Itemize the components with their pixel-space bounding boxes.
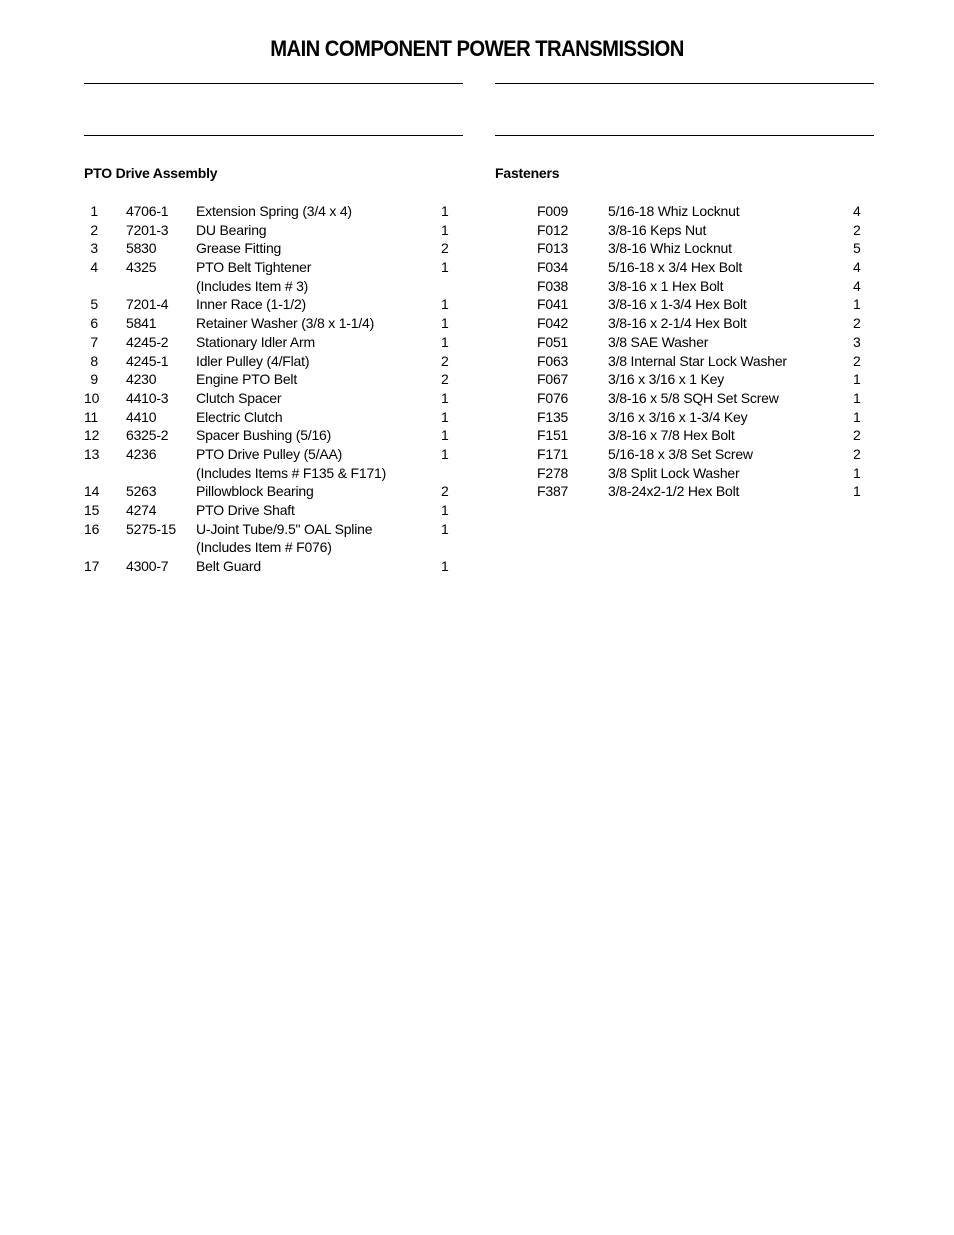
item-number: 14 — [84, 483, 100, 500]
part-number: F038 — [537, 277, 569, 294]
part-number: F034 — [537, 259, 569, 276]
part-description: Spacer Bushing (5/16) — [196, 427, 332, 444]
divider-rule-right-top — [495, 83, 874, 84]
quantity: 2 — [441, 371, 449, 388]
quantity: 4 — [853, 203, 861, 219]
part-description: Pillowblock Bearing — [196, 483, 314, 500]
parts-row — [84, 295, 464, 314]
quantity: 1 — [441, 558, 449, 575]
part-number: 4274 — [126, 502, 157, 518]
part-description: 3/8-16 x 1-3/4 Hex Bolt — [608, 296, 747, 313]
item-number: 13 — [84, 445, 100, 462]
section-heading-fasteners: Fasteners — [495, 165, 560, 181]
item-number: 9 — [90, 371, 98, 388]
quantity: 1 — [441, 427, 449, 444]
parts-row — [495, 445, 875, 464]
parts-row — [84, 557, 464, 576]
quantity: 2 — [441, 352, 449, 369]
item-number: 12 — [84, 427, 100, 444]
quantity: 1 — [441, 315, 449, 332]
part-number: 4230 — [126, 371, 157, 388]
part-number: 5275-15 — [126, 520, 176, 537]
parts-row — [84, 501, 464, 520]
parts-row — [84, 333, 464, 352]
quantity: 1 — [853, 296, 861, 313]
quantity: 2 — [441, 240, 449, 257]
item-number: 7 — [90, 333, 98, 350]
parts-row — [495, 482, 875, 501]
quantity: 2 — [853, 315, 861, 332]
divider-rule-left-top — [84, 83, 463, 84]
divider-rule-left-bottom — [84, 135, 463, 136]
quantity: 4 — [853, 277, 861, 294]
parts-row — [495, 352, 875, 371]
parts-row — [84, 464, 464, 483]
part-description: 3/8-16 x 5/8 SQH Set Screw — [608, 389, 779, 406]
quantity: 2 — [441, 483, 449, 500]
part-description: 3/8 Internal Star Lock Washer — [608, 352, 787, 369]
item-number: 10 — [84, 389, 100, 406]
part-description: 5/16-18 x 3/8 Set Screw — [608, 445, 753, 462]
parts-row — [495, 277, 875, 296]
part-number: F076 — [537, 389, 569, 406]
part-number: 5841 — [126, 315, 157, 332]
part-number: F012 — [537, 221, 569, 238]
part-number: 4410 — [126, 408, 157, 425]
part-description: 3/8-16 Whiz Locknut — [608, 240, 732, 257]
part-description: 3/8 SAE Washer — [608, 333, 709, 350]
part-number: 5263 — [126, 483, 157, 500]
part-number: 4706-1 — [126, 203, 169, 219]
parts-row — [84, 426, 464, 445]
part-description: Belt Guard — [196, 558, 261, 575]
parts-row — [495, 333, 875, 352]
quantity: 4 — [853, 259, 861, 276]
part-description: U-Joint Tube/9.5" OAL Spline — [196, 520, 373, 537]
part-description: Extension Spring (3/4 x 4) — [196, 203, 352, 219]
part-number: 4245-2 — [126, 333, 169, 350]
part-description: (Includes Item # 3) — [196, 277, 309, 294]
part-number: F067 — [537, 371, 569, 388]
part-number: 5830 — [126, 240, 157, 257]
parts-row — [84, 202, 464, 221]
part-description: 3/8-16 x 7/8 Hex Bolt — [608, 427, 735, 444]
part-number: F041 — [537, 296, 569, 313]
item-number: 1 — [90, 203, 98, 219]
parts-row — [84, 445, 464, 464]
divider-rule-right-bottom — [495, 135, 874, 136]
fasteners-section — [495, 164, 875, 501]
item-number: 8 — [90, 352, 98, 369]
part-description: (Includes Items # F135 & F171) — [196, 464, 387, 481]
part-description: Grease Fitting — [196, 240, 282, 257]
parts-row — [495, 221, 875, 240]
part-description: Electric Clutch — [196, 408, 283, 425]
quantity: 1 — [441, 333, 449, 350]
quantity: 1 — [441, 259, 449, 276]
parts-row — [495, 389, 875, 408]
quantity: 1 — [441, 520, 449, 537]
part-description: PTO Belt Tightener — [196, 259, 312, 276]
parts-row — [495, 370, 875, 389]
part-number: F171 — [537, 445, 569, 462]
part-number: 4410-3 — [126, 389, 169, 406]
parts-row — [495, 295, 875, 314]
section-heading-pto: PTO Drive Assembly — [84, 165, 218, 181]
quantity: 2 — [853, 352, 861, 369]
part-number: F151 — [537, 427, 569, 444]
part-number: F135 — [537, 408, 569, 425]
part-number: F051 — [537, 333, 569, 350]
part-description: 5/16-18 x 3/4 Hex Bolt — [608, 259, 743, 276]
item-number: 4 — [90, 259, 98, 276]
parts-row — [84, 239, 464, 258]
quantity: 1 — [853, 371, 861, 388]
quantity: 1 — [441, 408, 449, 425]
part-number: 4325 — [126, 259, 157, 276]
part-description: 3/16 x 3/16 x 1-3/4 Key — [608, 408, 748, 425]
part-description: 3/8-24x2-1/2 Hex Bolt — [608, 483, 740, 500]
parts-row — [495, 426, 875, 445]
pto-drive-assembly-section — [84, 164, 464, 576]
item-number: 17 — [84, 558, 100, 575]
part-description: Engine PTO Belt — [196, 371, 298, 388]
part-description: PTO Drive Pulley (5/AA) — [196, 445, 343, 462]
quantity: 2 — [853, 221, 861, 238]
part-description: Retainer Washer (3/8 x 1-1/4) — [196, 315, 375, 332]
part-number: F013 — [537, 240, 569, 257]
quantity: 1 — [853, 464, 861, 481]
quantity: 2 — [853, 445, 861, 462]
quantity: 1 — [441, 445, 449, 462]
part-description: (Includes Item # F076) — [196, 539, 332, 556]
parts-row — [495, 202, 875, 221]
quantity: 1 — [853, 408, 861, 425]
parts-row — [495, 408, 875, 427]
parts-row — [84, 221, 464, 240]
parts-row — [84, 352, 464, 371]
part-number: 7201-4 — [126, 296, 169, 313]
part-number: F042 — [537, 315, 569, 332]
quantity: 1 — [441, 389, 449, 406]
parts-row — [495, 239, 875, 258]
parts-row — [84, 482, 464, 501]
quantity: 1 — [853, 389, 861, 406]
parts-row — [84, 314, 464, 333]
item-number: 15 — [84, 502, 100, 518]
quantity: 3 — [853, 333, 861, 350]
quantity: 2 — [853, 427, 861, 444]
quantity: 1 — [441, 203, 449, 219]
part-number: 4300-7 — [126, 558, 169, 575]
part-number: 6325-2 — [126, 427, 169, 444]
quantity: 1 — [441, 221, 449, 238]
quantity: 1 — [853, 483, 861, 500]
part-number: 7201-3 — [126, 221, 169, 238]
parts-row — [84, 258, 464, 277]
parts-row — [84, 520, 464, 539]
parts-list-pto — [84, 202, 464, 576]
part-number: 4236 — [126, 445, 157, 462]
parts-row — [84, 277, 464, 296]
item-number: 16 — [84, 520, 100, 537]
parts-row — [84, 370, 464, 389]
part-number: F387 — [537, 483, 569, 500]
parts-row — [84, 408, 464, 427]
parts-row — [84, 538, 464, 557]
part-description: Clutch Spacer — [196, 389, 282, 406]
item-number: 5 — [90, 296, 98, 313]
quantity: 1 — [441, 296, 449, 313]
part-description: 5/16-18 Whiz Locknut — [608, 203, 740, 219]
part-number: F278 — [537, 464, 569, 481]
item-number: 3 — [90, 240, 98, 257]
parts-row — [495, 258, 875, 277]
part-number: F063 — [537, 352, 569, 369]
part-description: Stationary Idler Arm — [196, 333, 315, 350]
part-description: PTO Drive Shaft — [196, 502, 295, 518]
item-number: 2 — [90, 221, 98, 238]
parts-row — [495, 314, 875, 333]
parts-row — [84, 389, 464, 408]
parts-list-fasteners — [495, 202, 875, 501]
quantity: 5 — [853, 240, 861, 257]
item-number: 11 — [84, 408, 99, 425]
item-number: 6 — [90, 315, 98, 332]
part-description: Inner Race (1-1/2) — [196, 296, 307, 313]
part-description: Idler Pulley (4/Flat) — [196, 352, 310, 369]
part-description: 3/8-16 x 2-1/4 Hex Bolt — [608, 315, 747, 332]
part-description: 3/8-16 x 1 Hex Bolt — [608, 277, 724, 294]
part-description: 3/8-16 Keps Nut — [608, 221, 707, 238]
part-description: 3/16 x 3/16 x 1 Key — [608, 371, 725, 388]
part-description: 3/8 Split Lock Washer — [608, 464, 740, 481]
part-number: F009 — [537, 203, 569, 219]
part-description: DU Bearing — [196, 221, 267, 238]
parts-row — [495, 464, 875, 483]
page-title: MAIN COMPONENT POWER TRANSMISSION — [270, 36, 684, 61]
part-number: 4245-1 — [126, 352, 169, 369]
quantity: 1 — [441, 502, 449, 518]
